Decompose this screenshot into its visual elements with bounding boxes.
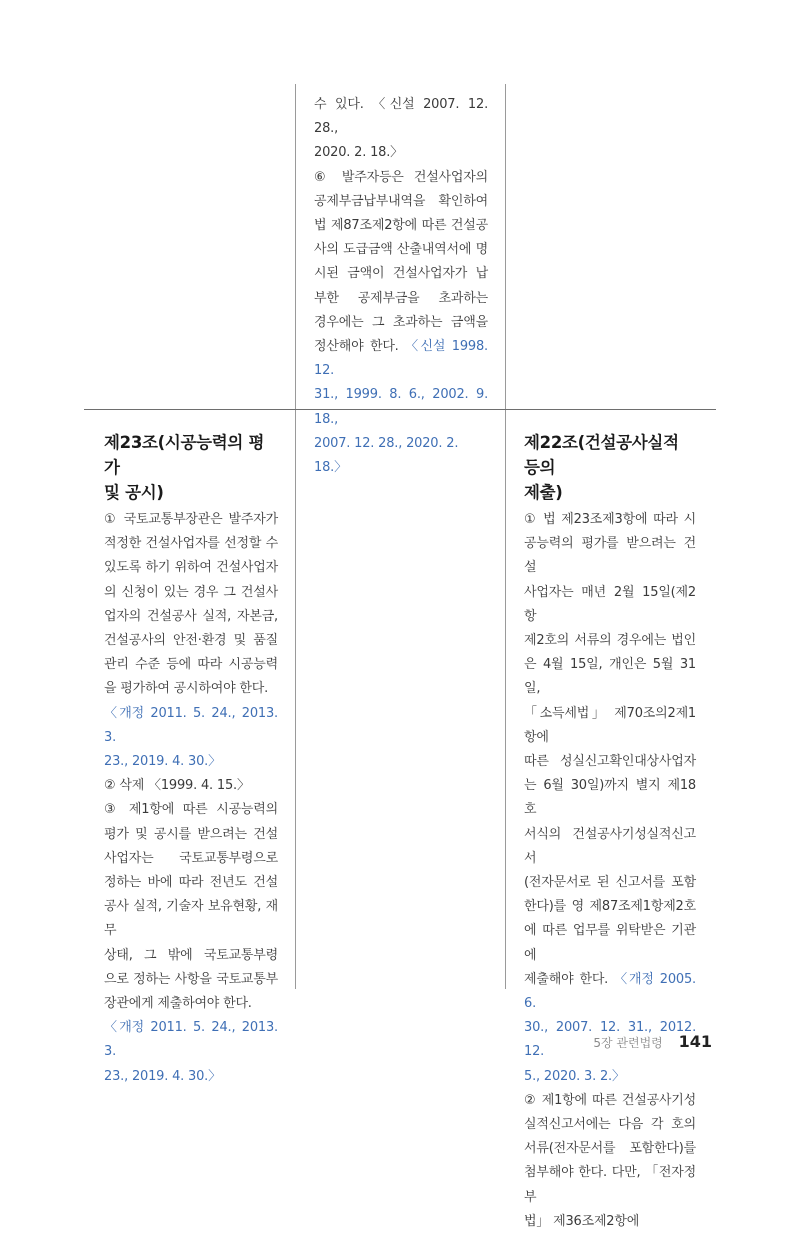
text-line: 부한 공제부금을 초과하는 [314, 290, 488, 306]
amendment-note: 2007. 12. 28., 2020. 2. 18.〉 [314, 435, 459, 476]
column-divider-1 [295, 84, 296, 989]
text-line: 은 4월 15일, 개인은 5월 31일, [524, 657, 696, 697]
text-line: 는 6월 30일)까지 별지 제18호 [524, 778, 696, 818]
text-line: ⑥ 발주자등은 건설사업자의 [314, 169, 488, 185]
amendment-note: 31., 1999. 8. 6., 2002. 9. 18., [314, 387, 488, 427]
text-line: 사업자는 매년 2월 15일(제2항 [524, 584, 696, 624]
text-line: 2020. 2. 18.〉 [314, 145, 403, 161]
text-line: 사의 도급금액 산출내역서에 명 [314, 242, 488, 258]
text-line: 업자의 건설공사 실적, 자본금, [104, 608, 278, 624]
page-number: 141 [678, 1032, 712, 1051]
text-line [524, 968, 696, 1016]
text-line: 관리 수준 등에 따라 시공능력 [104, 657, 278, 673]
text-line: 법」 제36조제2항에 [524, 1213, 640, 1229]
text-line: 법 제87조제2항에 따른 건설공 [314, 218, 488, 234]
text-line: ② 제1항에 따른 건설공사기성 [524, 1092, 696, 1108]
amendment-note: 23., 2019. 4. 30.〉 [104, 754, 221, 770]
text-line: 있도록 하기 위하여 건설사업자 [104, 560, 278, 576]
text-line: 공사 실적, 기술자 보유현황, 재무 [104, 899, 278, 939]
amendment-note: 〈신설 1998. 12. [314, 339, 488, 379]
text-line [314, 335, 488, 383]
text-line: 으로 정하는 사항을 국토교통부 [104, 971, 278, 987]
text-line: 건설공사의 안전·환경 및 품질 [104, 633, 278, 649]
chapter-label: 5장 관련법령 [593, 1036, 663, 1050]
amendment-note: 5., 2020. 3. 2.〉 [524, 1068, 625, 1084]
text-line: 따른 성실신고확인대상사업자 [524, 754, 696, 770]
text-line: 실적신고서에는 다음 각 호의 [524, 1117, 696, 1133]
text-line: 상태, 그 밖에 국토교통부령 [104, 947, 278, 963]
amendment-note: 30., 2007. 12. 31., 2012. 12. [524, 1020, 696, 1060]
text-line: 경우에는 그 초과하는 금액을 [314, 314, 488, 330]
text-line: 수 있다. 〈신설 2007. 12. 28., [314, 97, 488, 137]
text-line: ① 법 제23조제3항에 따라 시 [524, 512, 696, 527]
text-line: 제2호의 서류의 경우에는 법인 [524, 633, 696, 649]
text-line: 장관에게 제출하여야 한다. [104, 996, 252, 1012]
text-line: 「소득세법」 제70조의2제1항에 [524, 705, 696, 745]
amendment-note: 〈개정 2011. 5. 24., 2013. 3. [104, 705, 278, 745]
text-line: 정하는 바에 따라 전년도 건설 [104, 875, 278, 891]
text-line: 서식의 건설공사기성실적신고서 [524, 826, 696, 866]
column-divider-2 [505, 84, 506, 989]
amendment-note: 23., 2019. 4. 30.〉 [104, 1068, 221, 1084]
amendment-note: 〈개정 2011. 5. 24., 2013. 3. [104, 1020, 278, 1060]
text-line: 서류(전자문서를 포함한다)를 [524, 1141, 696, 1157]
text-line: 을 평가하여 공시하여야 한다. [104, 681, 269, 697]
amendment-note: 〈개정 2005. 6. [524, 971, 696, 1012]
text-line: ① 국토교통부장관은 발주자가 [104, 512, 278, 527]
text-line: (전자문서로 된 신고서를 포함 [524, 875, 696, 891]
text-line: 적정한 건설사업자를 선정할 수 [104, 536, 278, 552]
right-column [524, 430, 696, 1234]
text-line: 한다)를 영 제87조제1항제2호 [524, 899, 696, 915]
page-footer [593, 1032, 712, 1051]
text-line: 의 신청이 있는 경우 그 건설사 [104, 584, 278, 600]
text-line: 시된 금액이 건설사업자가 납 [314, 266, 488, 282]
text-line: 공제부금납부내역을 확인하여 [314, 193, 488, 209]
text-run: 제출해야 한다. [524, 971, 609, 987]
article-heading [524, 430, 696, 505]
text-line: 평가 및 공시를 받으려는 건설 [104, 826, 278, 842]
text-line: 에 따른 업무를 위탁받은 기관에 [524, 923, 696, 963]
text-line: 공능력의 평가를 받으려는 건설 [524, 536, 696, 576]
top-middle-column [314, 93, 488, 480]
heading-line: 및 공시) [104, 483, 164, 502]
text-line: 첨부해야 한다. 다만, 「전자정부 [524, 1165, 696, 1205]
article-heading [104, 430, 278, 505]
text-line: ② 삭제 〈1999. 4. 15.〉 [104, 778, 250, 794]
text-line: 사업자는 국토교통부령으로 [104, 850, 278, 866]
heading-line: 제출) [524, 483, 563, 502]
left-column [104, 430, 278, 1089]
heading-line: 제23조(시공능력의 평가 [104, 433, 265, 477]
heading-line: 제22조(건설공사실적 등의 [524, 433, 679, 477]
text-line: ③ 제1항에 따른 시공능력의 [104, 802, 278, 818]
text-run: 정산해야 한다. [314, 339, 399, 355]
